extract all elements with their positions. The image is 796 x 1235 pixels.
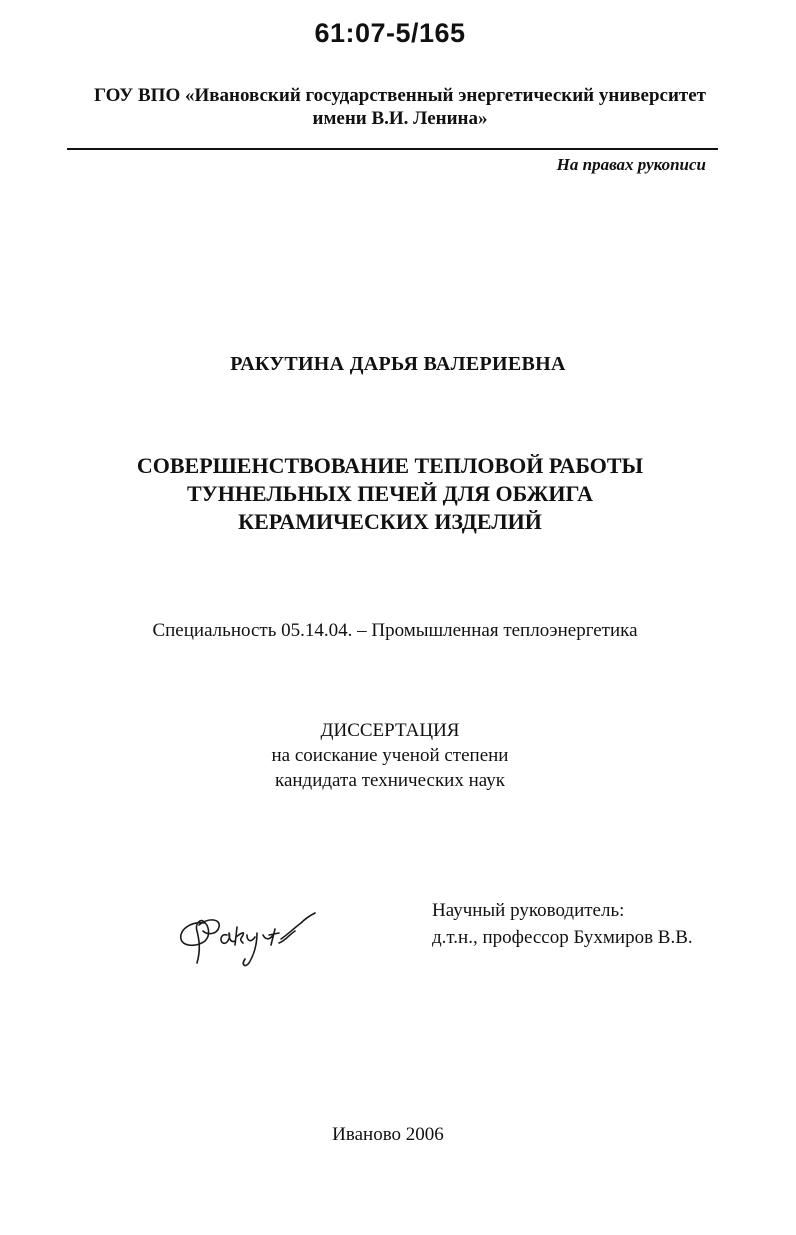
institution-line-1: ГОУ ВПО «Ивановский государственный энергетический университет	[93, 85, 707, 106]
place-year: Иваново 2006	[332, 1124, 444, 1145]
thesis-title-line-1: СОВЕРШЕНСТВОВАНИЕ ТЕПЛОВОЙ РАБОТЫ	[136, 453, 644, 478]
thesis-title-line-3: КЕРАМИЧЕСКИХ ИЗДЕЛИЙ	[238, 509, 542, 534]
degree-line-2: кандидата технических наук	[275, 770, 505, 791]
supervisor-block	[432, 897, 693, 951]
degree-type: ДИССЕРТАЦИЯ	[320, 720, 460, 741]
manuscript-note: На правах рукописи	[556, 155, 706, 174]
supervisor-label: Научный руководитель:	[432, 900, 625, 921]
supervisor-name: д.т.н., профессор Бухмиров В.В.	[432, 927, 693, 948]
degree-block	[0, 718, 780, 793]
institution-line-2: имени В.И. Ленина»	[312, 108, 488, 129]
institution-header	[60, 84, 740, 130]
thesis-title-line-2: ТУННЕЛЬНЫХ ПЕЧЕЙ ДЛЯ ОБЖИГА	[186, 481, 594, 506]
author-name: РАКУТИНА ДАРЬЯ ВАЛЕРИЕВНА	[230, 353, 566, 375]
catalog-number-text: 61:07-5/165	[314, 18, 466, 48]
specialty: Специальность 05.14.04. – Промышленная теплоэнергетика	[152, 620, 638, 641]
header-divider	[67, 148, 718, 150]
thesis-title	[60, 452, 720, 536]
catalog-number	[0, 18, 796, 49]
degree-line-1: на соискание ученой степени	[271, 745, 509, 766]
handwritten-signature-icon	[175, 905, 320, 970]
